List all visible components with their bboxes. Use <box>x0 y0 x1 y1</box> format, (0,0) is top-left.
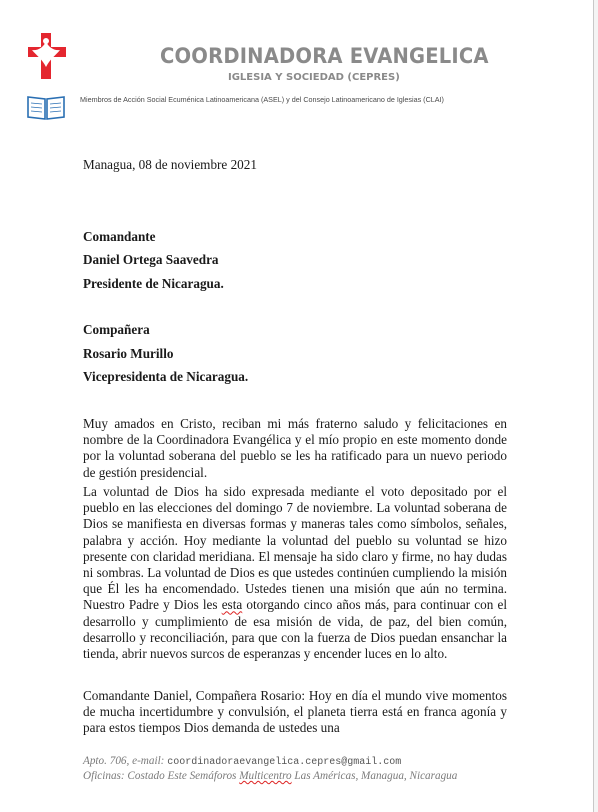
organization-title: COORDINADORA EVANGELICA <box>160 44 489 68</box>
page-gutter <box>594 0 598 812</box>
letter-date: Managua, 08 de noviembre 2021 <box>83 157 257 172</box>
cepres-logo <box>26 33 70 121</box>
body-paragraph-3: Comandante Daniel, Compañera Rosario: Hoy en día el mundo vive momentos de mucha incertidumbre y convulsión, el planeta tierra está en franca agonía y para estos tiempos Dios demanda de ustedes una <box>83 688 507 736</box>
footer-contact <box>83 755 401 768</box>
paragraph-2-text-a: La voluntad de Dios ha sido expresada mediante el voto depositado por el pueblo en las elecciones del domingo 7 de noviembre. La voluntad soberana de Dios se manifiesta en diversas formas y maneras tales como símbolos, señales, palabra y acción. Hoy mediante la voluntad del pueblo su voluntad se hizo presente con claridad meridiana. El mensaje ha sido claro y firme, no hay dudas ni sombras. La voluntad de Dios es que ustedes continúen cumpliendo la misión que Él les ha encomendado. Ustedes tienen una misión que aún no termina. Nuestro Padre y Dios les <box>83 484 507 613</box>
body-paragraph-2 <box>83 484 507 662</box>
organization-subtitle: IGLESIA Y SOCIEDAD (CEPRES) <box>228 72 400 83</box>
footer-address <box>83 770 457 782</box>
paragraph-2-text-b: otorgando cinco años más, para continuar con el desarrollo y cumplimiento de esa misión de vida, de paz, del bien común, desarrollo y reconciliación, para que con la fuerza de Dios puedan ensanchar la tienda, abrir nuevos surcos de esperanzas y encender luces en lo alto. <box>83 597 507 662</box>
footer-oficinas-b: Las Américas, Managua, Nicaragua <box>294 770 458 782</box>
footer-apto: Apto. 706, e-mail: <box>83 755 165 767</box>
spelling-flagged-word[interactable]: esta <box>221 597 243 613</box>
footer-email: coordinadoraevangelica.cepres@gmail.com <box>167 757 402 768</box>
recipient-name: Daniel Ortega Saavedra <box>83 252 219 267</box>
body-paragraph-1: Muy amados en Cristo, reciban mi más fraterno saludo y felicitaciones en nombre de la Coordinadora Evangélica y el mío propio en este momento donde por la voluntad soberana del pueblo se les ha ratificado para un nuevo periodo de gestión presidencial. <box>83 416 507 480</box>
cross-book-icon <box>26 33 70 121</box>
footer-oficinas-a: Oficinas: Costado Este Semáforos <box>83 770 237 782</box>
recipient2-name: Rosario Murillo <box>83 346 174 361</box>
recipient2-title: Compañera <box>83 322 150 337</box>
membership-note: Miembros de Acción Social Ecuménica Latinoamericana (ASEL) y del Consejo Latinoamericano de Iglesias (CLAI) <box>80 95 444 104</box>
recipient-position: Presidente de Nicaragua. <box>83 276 224 291</box>
footer-flagged-word[interactable]: Multicentro <box>239 770 292 782</box>
recipient-title: Comandante <box>83 229 156 244</box>
recipient2-position: Vicepresidenta de Nicaragua. <box>83 369 249 384</box>
